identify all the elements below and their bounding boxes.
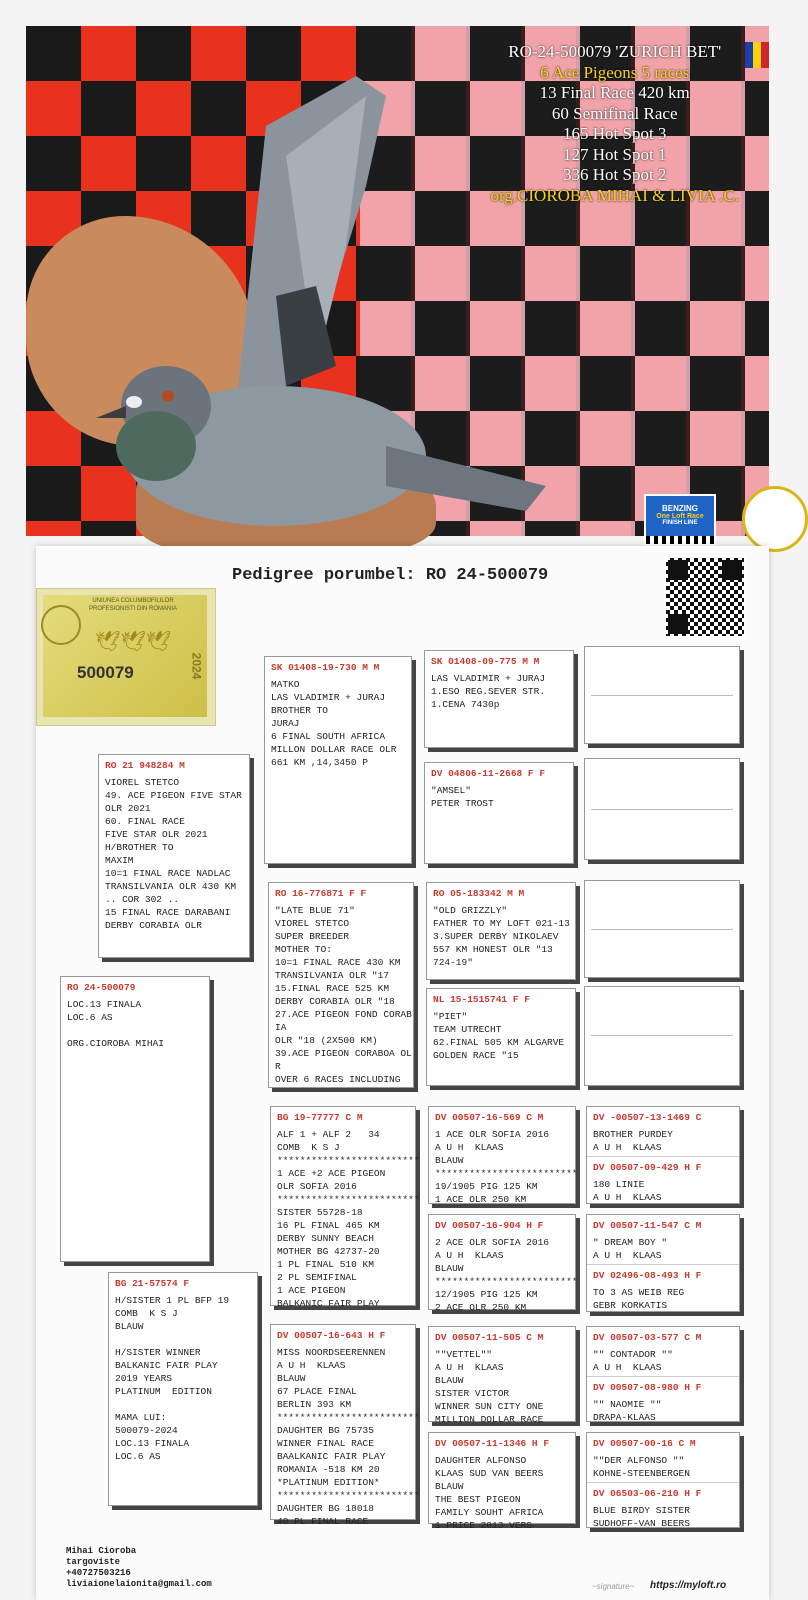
ancestor-card: [424, 762, 574, 864]
ancestor-card: [586, 1432, 740, 1528]
ring-id: DV 00507-16-569 C M: [435, 1112, 544, 1123]
ancestor-card: [428, 1326, 576, 1425]
ring-id: DV 02496-08-493 H F: [587, 1264, 739, 1284]
details: "" CONTADOR "" A U H KLAAS: [593, 1349, 673, 1373]
ring-id: SK 01408-19-730 M M: [271, 662, 380, 673]
owner-contact: Mihai Cioroba targoviste +40727503216 liviaionelaionita@gmail.com: [66, 1546, 212, 1589]
signature: ~signature~: [592, 1582, 635, 1591]
ancestor-card: [424, 650, 574, 748]
details: BROTHER PURDEY A U H KLAAS: [593, 1129, 673, 1153]
details: ""DER ALFONSO "" KOHNE-STEENBERGEN: [593, 1455, 690, 1479]
ancestor-card: [426, 882, 576, 980]
ring-id: RO 05-183342 M M: [433, 888, 525, 899]
ring-id: NL 15-1515741 F F: [433, 994, 530, 1005]
pedigree-document: [36, 546, 769, 1600]
grandsire-maternal-card: [270, 1106, 420, 1309]
ring-id: DV 00507-16-643 H F: [277, 1330, 386, 1341]
empty-card: [584, 880, 740, 978]
logo-text: BENZING: [662, 504, 698, 513]
photo-caption: [490, 42, 739, 206]
details: "" NAOMIE "" DRAPA-KLAAS: [593, 1399, 662, 1423]
subject-card: [60, 976, 210, 1262]
caption-line: 60 Semifinal Race: [551, 103, 678, 123]
empty-card: [584, 758, 740, 860]
granddam-paternal-card: [268, 882, 414, 1088]
details: 1 ACE OLR SOFIA 2016 A U H KLAAS BLAUW ************************* 19/1905 PIG 125 KM 1 ACE OLR 250 KM: [435, 1129, 578, 1205]
details: "AMSEL" PETER TROST: [431, 785, 494, 809]
pedigree-title: Pedigree porumbel: RO 24-500079: [232, 566, 549, 585]
ring-id: DV 00507-11-547 C M: [593, 1220, 702, 1231]
details: "OLD GRIZZLY" FATHER TO MY LOFT 021-13 3.SUPER DERBY NIKOLAEV 557 KM HONEST OLR "13 724-19": [433, 905, 570, 968]
ancestor-card: [428, 1214, 578, 1313]
ring-id: DV 00507-00-16 C M: [593, 1438, 696, 1449]
details: TO 3 AS WEIB REG GEBR KORKATIS: [593, 1287, 685, 1311]
ring-id: DV 06503-06-210 H F: [587, 1482, 739, 1502]
caption-line: 13 Final Race 420 km: [539, 83, 690, 102]
details: 180 LINIE A U H KLAAS: [593, 1179, 662, 1203]
ancestor-card: [428, 1106, 576, 1204]
pigeons-icon: 🕊🕊🕊: [95, 631, 172, 653]
website-link[interactable]: https://myloft.ro: [650, 1580, 727, 1591]
pigeon-photo: [26, 26, 769, 536]
transilvania-logo: [742, 486, 808, 552]
details: " DREAM BOY " A U H KLAAS: [593, 1237, 668, 1261]
ring-header: UNIUNEA COLUMBOFILILOR PROFESIONISTI DIN ROMANIA: [88, 598, 177, 612]
details: LOC.13 FINALA LOC.6 AS ORG.CIOROBA MIHAI: [67, 999, 164, 1049]
pigeon-image: [86, 66, 546, 536]
ring-certificate: [36, 588, 216, 726]
ring-id: BG 19-77777 C M: [277, 1112, 363, 1123]
details: MATKO LAS VLADIMIR + JURAJ BROTHER TO JURAJ 6 FINAL SOUTH AFRICA MILLON DOLLAR RACE OLR 661 KM ,14,3450 P: [271, 679, 397, 768]
details: "PIET" TEAM UTRECHT 62.FINAL 505 KM ALGARVE GOLDEN RACE "15: [433, 1011, 565, 1061]
details: H/SISTER 1 PL BFP 19 COMB K S J BLAUW H/SISTER WINNER BALKANIC FAIR PLAY 2019 YEARS PLATINUM EDITION MAMA LUI: 500079-2024 LOC.13 FINALA LOC.6 AS: [115, 1295, 230, 1462]
caption-line: org.CIOROBA MIHAI & LIVIA .C.: [490, 185, 739, 205]
benzing-logo: [644, 494, 716, 546]
ring-id: RO 24-500079: [67, 982, 136, 993]
ring-id: DV 00507-11-1346 H F: [435, 1438, 550, 1449]
ring-id: DV 00507-09-429 H F: [587, 1156, 739, 1176]
ring-year: 2024: [189, 652, 204, 680]
caption-line: 336 Hot Spot 2: [563, 165, 667, 184]
details: ALF 1 + ALF 2 34 COMB K S J ************************* 1 ACE +2 ACE PIGEON OLR SOFIA 2016 ************************* SISTER 55728-18 16 PL FINAL 465 KM DERBY SUNNY BEACH MOTHER BG 42737-20 1 PL FINAL 510 KM 2 PL SEMIFINAL 1 ACE PIGEON BALKANIC FAIR PLAY: [277, 1129, 420, 1309]
caption-line: RO-24-500079 'ZURICH BET': [508, 42, 722, 61]
ancestor-card: [586, 1106, 740, 1204]
ancestor-card: [586, 1214, 740, 1312]
empty-card: [584, 986, 740, 1086]
details: VIOREL STETCO 49. ACE PIGEON FIVE STAR OLR 2021 60. FINAL RACE FIVE STAR OLR 2021 H/BROTHER TO MAXIM 10=1 FINAL RACE NADLAC TRANSILVANIA OLR 430 KM .. COR 302 .. 15 FINAL RACE DARABANI DERBY CORABIA OLR: [105, 777, 242, 931]
ring-id: SK 01408-09-775 M M: [431, 656, 540, 667]
logo-subtext: One Loft Race: [656, 513, 704, 520]
logo-tag: FINISH LINE: [662, 520, 698, 526]
ring-id: DV 04806-11-2668 F F: [431, 768, 546, 779]
dam-card: [108, 1272, 258, 1506]
ring-id: RO 16-776871 F F: [275, 888, 367, 899]
grandsire-paternal-card: [264, 656, 412, 864]
details: ""VETTEL"" A U H KLAAS BLAUW SISTER VICTOR WINNER SUN CITY ONE MILLION DOLLAR RACE: [435, 1349, 544, 1425]
details: BLUE BIRDY SISTER SUDHOFF-VAN BEERS: [593, 1505, 690, 1529]
empty-card: [584, 646, 740, 744]
ring-id: BG 21-57574 F: [115, 1278, 190, 1289]
details: 2 ACE OLR SOFIA 2016 A U H KLAAS BLAUW ************************* 12/1905 PIG 125 KM 2 ACE OLR 250 KM: [435, 1237, 578, 1313]
ancestor-card: [586, 1326, 740, 1422]
granddam-maternal-card: [270, 1324, 420, 1527]
ring-id: DV 00507-11-505 C M: [435, 1332, 544, 1343]
ring-id: DV -00507-13-1469 C: [593, 1112, 702, 1123]
ring-id: DV 00507-16-904 H F: [435, 1220, 544, 1231]
details: LAS VLADIMIR + JURAJ 1.ESO REG.SEVER STR. 1.CENA 7430p: [431, 673, 546, 710]
caption-line: 127 Hot Spot 1: [563, 144, 667, 164]
details: MISS NOORDSEERENNEN A U H KLAAS BLAUW 67 PLACE FINAL BERLIN 393 KM ************************* DAUGHTER BG 75735 WINNER FINAL RACE BAALKANIC FAIR PLAY ROMANIA -518 KM 20 *PLATINUM EDITION* ************************* DAUGHTER BG 18018 40 PL FINAL RACE: [277, 1347, 420, 1527]
qr-code[interactable]: [664, 556, 746, 638]
romania-flag-icon: [745, 42, 769, 68]
ring-id: RO 21 948284 M: [105, 760, 185, 771]
caption-line: 165 Hot Spot 3: [563, 124, 667, 143]
ring-id: DV 00507-08-980 H F: [587, 1376, 739, 1396]
caption-line: 6 Ace Pigeons 5 races: [540, 62, 690, 82]
details: DAUGHTER ALFONSO KLAAS SUD VAN BEERS BLAUW THE BEST PIGEON FAMILY SOUHT AFRICA 1 PRICE 2013 VERS: [435, 1455, 544, 1531]
ring-number: 500079: [77, 663, 134, 682]
sire-card: [98, 754, 250, 958]
ring-id: DV 00507-03-577 C M: [593, 1332, 702, 1343]
details: "LATE BLUE 71" VIOREL STETCO SUPER BREEDER MOTHER TO: 10=1 FINAL RACE 430 KM TRANSILVANIA OLR "17 15.FINAL RACE 525 KM DERBY CORABIA OLR "18 27.ACE PIGEON FOND CORAB IA OLR "18 (2X500 KM) 39.ACE PIGEON CORABOA OL R OVER 6 RACES INCLUDING: [275, 905, 412, 1085]
ancestor-card: [428, 1432, 576, 1531]
ancestor-card: [426, 988, 576, 1086]
